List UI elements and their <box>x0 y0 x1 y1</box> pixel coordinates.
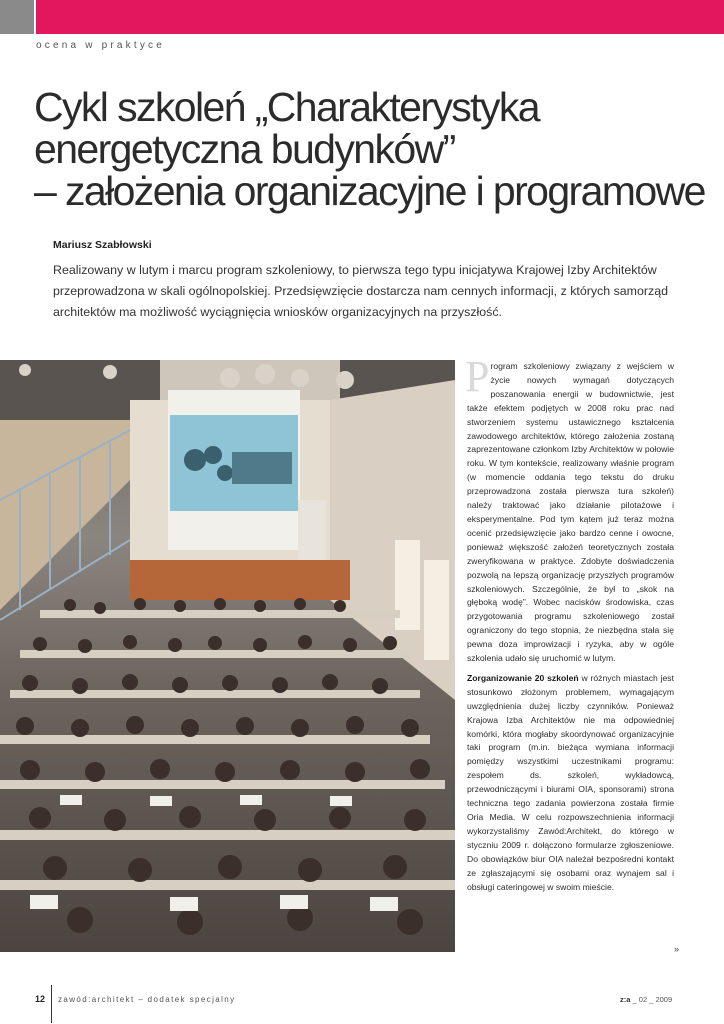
lecture-hall-photo <box>0 360 455 952</box>
paragraph-2-text: w różnych miastach jest stosunkowo złożonym problemem, wymagającym uwzględnienia dużej liczby czynników. Ponieważ Krajowa Izba Architektów nie ma odpowiedniej komórki, która mogłaby skoordynować organizacyjnie taki program (m.in. bieżąca wymiana informacji pomiędzy wszystkimi uczestnikami programu: zespołem ds. szkoleń, wykładowcą, przewodniczącymi i biurami OIA, sponsorami) strona techniczna tego zadania powierzona została firmie Oria Media. W celu rozpowszechnienia informacji wykorzystaliśmy Zawód:Architekt, do którego w styczniu 2009 r. dołączono formularze zgłoszeniowe. Do obowiązków biur OIA należał bezpośredni kontakt ze zgłaszającymi się osobami oraz wynajem sal i obsługi cateringowej w swoim mieście. <box>467 672 674 892</box>
body-paragraph-2 <box>467 672 674 895</box>
top-bar-gray-tab <box>0 0 34 34</box>
title-line-1: Cykl szkoleń „Charakterystyka <box>34 84 539 130</box>
paragraph-1-text: rogram szkoleniowy związany z wejściem w życie nowych wymagań dotyczących poszanowania energii w budownictwie, jest także efektem podjętych w 2008 roku prac nad stworzeniem systemu ustawicznego kształcenia zawodowego architektów, którego założenia zostaną zaprezentowane członkom Izby Architektów w połowie roku. W tym kontekście, realizowany właśnie program (w momencie oddania tego tekstu do druku przeprowadzona została pierwsza tura szkoleń) należy traktować jako działanie pilotażowe i eksperymentalne. Pod tym kątem już teraz można ocenić przedsięwzięcie jako bardzo cenne i owocne, ponieważ większość założeń teoretycznych została zweryfikowana w praktyce. Zdobyte doświadczenia pozwolą na lepszą organizację przyszłych programów szkoleniowych. Szczególnie, że był to „skok na głęboką wodę”. Wobec nacisków środowiska, czas przygotowania programu szkoleniowego został ograniczony do tego stopnia, że niezbędna stała się pewna doza improwizacji i ryzyka, aby w ogóle szkolenia udało się uruchomić w lutym. <box>467 361 674 664</box>
footer-divider <box>51 985 52 1023</box>
footer-issue-prefix: z:a <box>620 995 631 1004</box>
body-paragraph-1 <box>465 352 674 666</box>
title-line-3: – założenia organizacyjne i programowe <box>34 168 705 214</box>
title-line-2: energetyczna budynków” <box>34 126 455 172</box>
lecture-hall-illustration <box>0 360 455 952</box>
article-body-column <box>465 352 674 900</box>
section-label: ocena w praktyce <box>36 40 166 51</box>
article-author: Mariusz Szabłowski <box>53 239 152 251</box>
page-number: 12 <box>35 994 46 1004</box>
article-title <box>34 86 714 212</box>
footer-magazine-name: zawód:architekt – dodatek specjalny <box>58 995 236 1004</box>
paragraph-2-lead: Zorganizowanie 20 szkoleń <box>467 672 579 683</box>
top-color-bar <box>0 0 724 34</box>
article-lead: Realizowany w lutym i marcu program szkoleniowy, to pierwsza tego typu inicjatywa Krajowej Izby Architektów przeprowadzona w skali ogólnopolskiej. Przedsięwzięcie dostarcza nam cennych informacji, z których samorząd architektów ma możliwość wyciągnięcia wniosków organizacyjnych na przyszłość. <box>53 263 668 319</box>
drop-cap: P <box>465 352 490 401</box>
footer-issue <box>620 995 672 1004</box>
top-bar-pink-band <box>36 0 724 34</box>
footer-issue-number: _ 02 _ 2009 <box>632 995 673 1004</box>
continue-arrow-icon: » <box>674 944 680 954</box>
